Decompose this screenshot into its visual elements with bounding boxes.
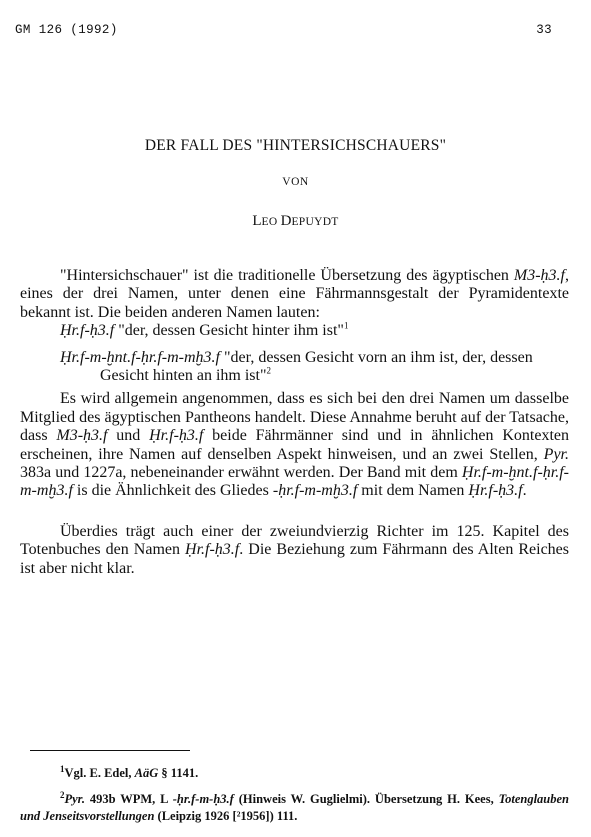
footnote-ref-1[interactable]: 1 <box>343 320 349 331</box>
author-first-rest: EO <box>261 216 281 228</box>
name-entry-2: Ḥr.f-m-ḫnt.f-ḥr.f-m-mḫ3.f "der, dessen Gesicht vorn an ihm ist, der, dessen Gesicht hinten an ihm ist"$^2$ <box>60 348 533 385</box>
footnote-2: $^2$Pyr. 493b WPM, L -ḥr.f-m-ḥ3.f (Hinweis W. Guglielmi). Übersetzung H. Kees, Totenglauben und Jenseitsvorstellungen (Leipzig 1926 [²1956]) 111. <box>20 789 569 823</box>
egyptian-name: Ḥr.f-ḥ3.f <box>185 541 240 559</box>
author-initial: L <box>252 213 262 229</box>
journal-reference: GM 126 (1992) <box>15 23 118 37</box>
author-last-rest: EPUYDT <box>291 216 339 228</box>
article-title: DER FALL DES "HINTERSICHSCHAUERS" <box>144 137 447 154</box>
egyptian-name: M3-ḥ3.f <box>513 267 565 284</box>
author-name <box>0 213 591 230</box>
footnote-separator <box>30 750 190 751</box>
page-number: 33 <box>536 23 552 37</box>
egyptian-name: Ḥr.f-ḥ3.f <box>60 322 115 340</box>
running-header <box>15 23 552 37</box>
article-body <box>20 267 569 578</box>
paragraph-judges: Überdies trägt auch einer der zweiundvierzig Richter im 125. Kapitel des Totenbuches den Namen Ḥr.f-ḥ3.f. Die Beziehung zum Fährmann des Alten Reiches ist aber nicht klar. <box>20 522 569 577</box>
name-entry-1: Ḥr.f-ḥ3.f "der, dessen Gesicht hinter ihm ist"$^1$ <box>60 320 349 340</box>
footnote-1: $^1$Vgl. E. Edel, AäG § 1141. <box>60 763 199 780</box>
author-last-initial: D <box>280 213 292 229</box>
egyptian-name: Ḥr.f-m-ḫnt.f-ḥr.f-m-mḫ3.f <box>60 348 220 366</box>
paragraph-intro: "Hintersichschauer" ist die traditionelle Übersetzung des ägyptischen M3-ḥ3.f, eines der drei Namen, unter denen eine Fährmannsgestalt der Pyramidentexte bekannt ist. Die beiden anderen Namen lauten: <box>20 267 569 321</box>
footnote-ref-2[interactable]: 2 <box>266 365 272 376</box>
byline: VON <box>282 176 309 188</box>
paragraph-discussion: Es wird allgemein angenommen, dass es sich bei den drei Namen um dasselbe Mitglied des ägyptischen Pantheons handelt. Diese Annahme beruht auf der Tatsache, dass M3-ḥ3.f und Ḥr.f-ḥ3.f beide Fährmänner sind und in ähnlichen Kontexten erscheinen, ihre Namen auf denselben Aspekt hinweisen, und an zwei Stellen, Pyr. 383a und 1227a, nebeneinander erwähnt werden. Der Band mit dem Ḥr.f-m-ḫnt.f-ḥr.f-m-mḫ3.f is die Ähnlichkeit des Gliedes -ḥr.f-m-mḫ3.f mit dem Namen Ḥr.f-ḥ3.f. <box>20 390 569 500</box>
